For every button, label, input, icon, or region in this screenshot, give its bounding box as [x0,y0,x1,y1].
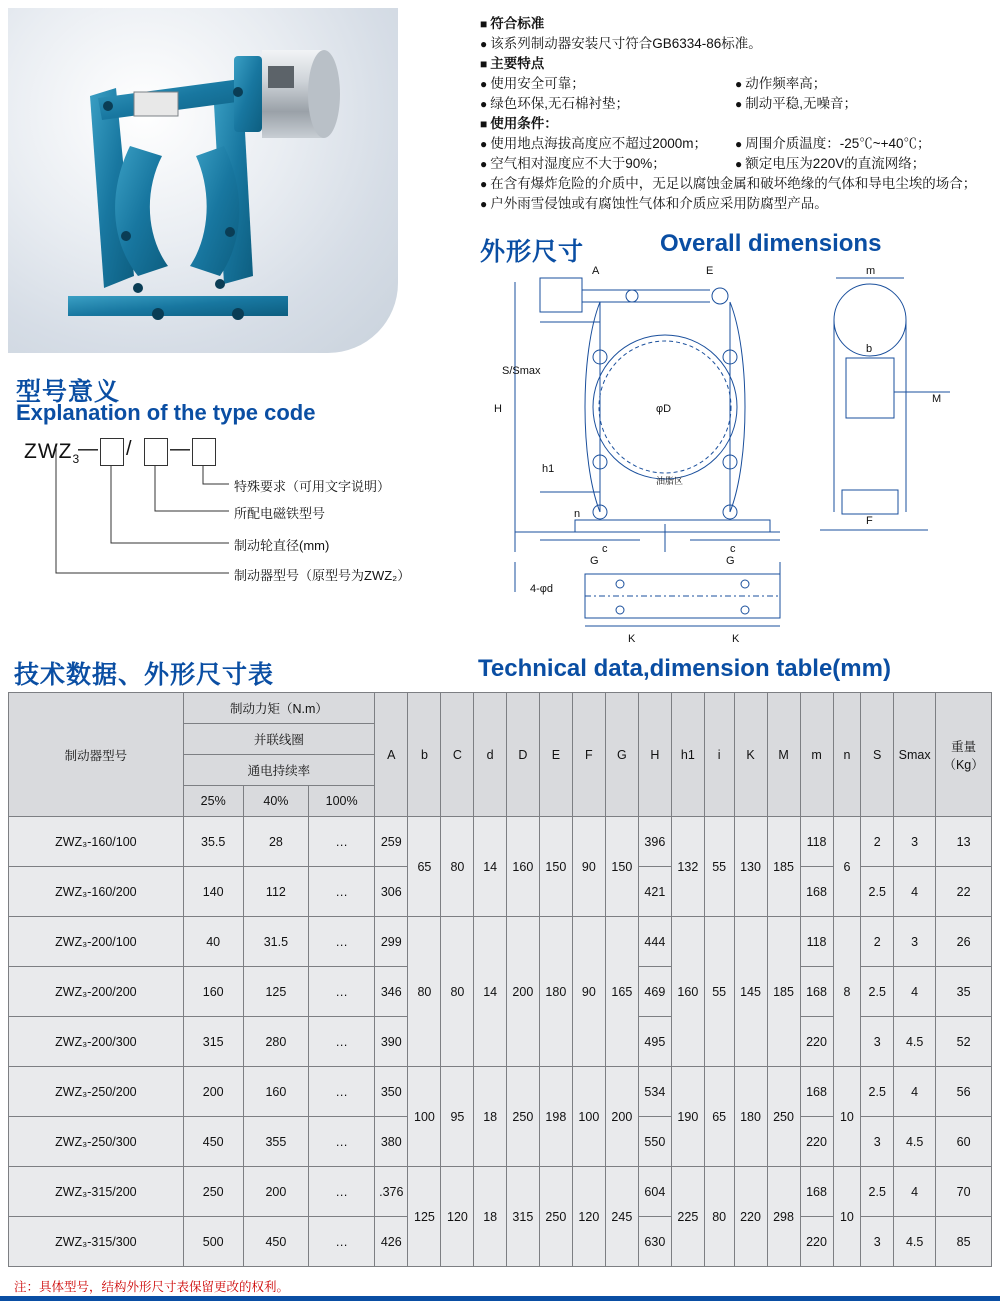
cell-D: 160 [506,817,539,917]
cell-S: 2.5 [861,1067,894,1117]
cell-n: 6 [833,817,861,917]
table-row [9,1167,992,1217]
cell-t100: … [309,1217,375,1267]
cell-t100: … [309,817,375,867]
cell-S: 2 [861,817,894,867]
cell-F: 90 [572,917,605,1067]
svg-text:h1: h1 [542,463,555,475]
cell-b: 65 [408,817,441,917]
cell-Smax: 4 [894,1067,936,1117]
cell-model: ZWZ₃-200/300 [9,1017,184,1067]
cell-t25: 160 [183,967,243,1017]
cell-A: 390 [375,1017,408,1067]
th-n: n [833,693,861,817]
typecode-title-en: Explanation of the type code [16,400,316,425]
table-title: 技术数据、外形尺寸表 [14,661,275,689]
th-weight-label: 重量 [951,739,977,754]
condition-note-2: ● 户外雨雪侵蚀或有腐蚀性气体和介质应采用防腐型产品。 [480,194,990,214]
cell-t100: … [309,917,375,967]
cell-model: ZWZ₃-200/200 [9,967,184,1017]
cell-weight: 60 [936,1117,992,1167]
th-E: E [539,693,572,817]
cell-C: 80 [441,817,474,917]
cell-A: 346 [375,967,408,1017]
cell-model: ZWZ₃-315/300 [9,1217,184,1267]
th-duty-40: 40% [243,786,308,817]
cell-H: 421 [638,867,671,917]
th-b: b [408,693,441,817]
th-duty-100: 100% [309,786,375,817]
th-F: F [572,693,605,817]
th-h1: h1 [671,693,704,817]
cell-h1: 225 [671,1167,704,1267]
cell-E: 180 [539,917,572,1067]
cell-t100: … [309,867,375,917]
cell-H: 495 [638,1017,671,1067]
svg-text:c: c [730,543,736,555]
svg-text:F: F [866,515,873,527]
cell-t40: 31.5 [243,917,308,967]
svg-text:c: c [602,543,608,555]
cell-m: 220 [800,1017,833,1067]
th-D: D [506,693,539,817]
feature-2: ● 动作频率高； [735,74,990,94]
cell-t40: 200 [243,1167,308,1217]
table-note: 注：具体型号，结构外形尺寸表保留更改的权利。 [14,1280,290,1294]
cell-Smax: 4 [894,967,936,1017]
cell-weight: 56 [936,1067,992,1117]
cell-weight: 26 [936,917,992,967]
features-heading: ■ 主要特点 [480,54,990,74]
cell-t40: 28 [243,817,308,867]
th-S: S [861,693,894,817]
cell-t25: 200 [183,1067,243,1117]
th-K: K [734,693,767,817]
standard-heading: ■ 符合标准 [480,14,990,34]
cell-i: 80 [704,1167,734,1267]
cell-n: 10 [833,1067,861,1167]
cell-t40: 125 [243,967,308,1017]
condition-4: ● 额定电压为220V的直流网络； [735,154,990,174]
cell-t25: 40 [183,917,243,967]
cell-H: 469 [638,967,671,1017]
cell-d: 14 [474,917,506,1067]
typecode-prefix: $ZWZ_3$ [24,440,81,467]
condition-2: ● 周围介质温度：-25℃~+40℃； [735,134,990,154]
typecode-label-4: 制动器型号（原型号为ZWZ₂） [234,568,411,583]
condition-note-1: ● 在含有爆炸危险的介质中，无足以腐蚀金属和破坏绝缘的气体和导电尘埃的场合； [480,174,990,194]
dimension-drawing [480,262,990,652]
cell-K: 180 [734,1067,767,1167]
cell-h1: 132 [671,817,704,917]
cell-weight: 35 [936,967,992,1017]
cell-i: 55 [704,817,734,917]
svg-text:S/Smax: S/Smax [502,365,541,377]
cell-weight: 52 [936,1017,992,1067]
cell-H: 630 [638,1217,671,1267]
svg-text:m: m [866,265,876,277]
cell-t25: 315 [183,1017,243,1067]
cell-M: 185 [767,917,800,1067]
condition-3: ● 空气相对湿度应不大于90%； [480,154,735,174]
feature-4: ● 制动平稳,无噪音； [735,94,990,114]
cell-t100: … [309,967,375,1017]
th-Smax: Smax [894,693,936,817]
cell-m: 220 [800,1217,833,1267]
cell-G: 150 [605,817,638,917]
cell-t40: 355 [243,1117,308,1167]
cell-Smax: 4.5 [894,1017,936,1067]
table-row [9,917,992,967]
cell-C: 120 [441,1167,474,1267]
cell-t100: … [309,1167,375,1217]
th-d: d [474,693,506,817]
th-m: m [800,693,833,817]
cell-Smax: 3 [894,917,936,967]
cell-M: 185 [767,817,800,917]
svg-text:K: K [732,633,740,645]
th-model: 制动器型号 [9,693,184,817]
table-title-en: Technical data,dimension table(mm) [478,655,891,682]
standard-text: ● 该系列制动器安装尺寸符合GB6334-86标准。 [480,34,990,54]
th-torque: 制动力矩（N.m） [183,693,374,724]
cell-G: 165 [605,917,638,1067]
cell-Smax: 4.5 [894,1217,936,1267]
svg-text:H: H [494,403,502,415]
cell-H: 534 [638,1067,671,1117]
cell-D: 200 [506,917,539,1067]
condition-1: ● 使用地点海拔高度应不超过2000m； [480,134,735,154]
technical-data-table [8,692,992,1267]
svg-text:M: M [932,393,942,405]
cell-h1: 160 [671,917,704,1067]
cell-Smax: 3 [894,817,936,867]
cell-S: 2.5 [861,967,894,1017]
cell-S: 2.5 [861,1167,894,1217]
cell-A: 426 [375,1217,408,1267]
cell-S: 3 [861,1217,894,1267]
cell-t40: 450 [243,1217,308,1267]
cell-m: 168 [800,867,833,917]
cell-m: 168 [800,1067,833,1117]
cell-b: 80 [408,917,441,1067]
cell-model: ZWZ₃-160/100 [9,817,184,867]
cell-weight: 22 [936,867,992,917]
cell-n: 10 [833,1167,861,1267]
cell-t100: … [309,1067,375,1117]
cell-G: 245 [605,1167,638,1267]
cell-model: ZWZ₃-315/200 [9,1167,184,1217]
cell-d: 14 [474,817,506,917]
cell-H: 444 [638,917,671,967]
cell-A: 299 [375,917,408,967]
cell-t100: … [309,1117,375,1167]
brake-illustration [38,26,368,336]
cell-t25: 35.5 [183,817,243,867]
th-coil: 并联线圈 [183,724,374,755]
cell-b: 125 [408,1167,441,1267]
cell-H: 604 [638,1167,671,1217]
cell-h1: 190 [671,1067,704,1167]
cell-d: 18 [474,1067,506,1167]
cell-A: 259 [375,817,408,867]
typecode-dash-2: — [170,438,190,460]
cell-t40: 280 [243,1017,308,1067]
product-photo [8,8,398,353]
typecode-label-3: 制动轮直径(mm) [234,538,330,553]
cell-m: 118 [800,917,833,967]
svg-text:G: G [590,555,599,567]
typecode-label-2: 所配电磁铁型号 [234,506,326,521]
typecode-slash: / [126,438,132,460]
svg-text:E: E [706,265,714,277]
cell-m: 168 [800,967,833,1017]
th-C: C [441,693,474,817]
cell-i: 65 [704,1067,734,1167]
svg-text:K: K [628,633,636,645]
cell-A: 380 [375,1117,408,1167]
cell-m: 118 [800,817,833,867]
svg-text:油脂区: 油脂区 [656,476,684,486]
cell-weight: 13 [936,817,992,867]
cell-Smax: 4 [894,1167,936,1217]
cell-t25: 450 [183,1117,243,1167]
cell-m: 168 [800,1167,833,1217]
cell-S: 3 [861,1117,894,1167]
th-H: H [638,693,671,817]
th-G: G [605,693,638,817]
cell-M: 250 [767,1067,800,1167]
cell-A: 350 [375,1067,408,1117]
th-duty-25: 25% [183,786,243,817]
cell-K: 220 [734,1167,767,1267]
svg-text:G: G [726,555,735,567]
th-duty: 通电持续率 [183,755,374,786]
cell-model: ZWZ₃-250/200 [9,1067,184,1117]
cell-model: ZWZ₃-200/100 [9,917,184,967]
cell-n: 8 [833,917,861,1067]
cell-weight: 70 [936,1167,992,1217]
cell-Smax: 4.5 [894,1117,936,1167]
cell-D: 250 [506,1067,539,1167]
cell-S: 2.5 [861,867,894,917]
table-row [9,1067,992,1117]
cell-S: 3 [861,1017,894,1067]
table-row [9,817,992,867]
footer-bar [0,1296,1000,1301]
cell-t25: 500 [183,1217,243,1267]
cell-E: 150 [539,817,572,917]
cell-weight: 85 [936,1217,992,1267]
dimensions-title: 外形尺寸 [480,238,585,266]
cell-S: 2 [861,917,894,967]
cell-H: 396 [638,817,671,867]
cell-model: ZWZ₃-160/200 [9,867,184,917]
cell-C: 80 [441,917,474,1067]
cell-E: 250 [539,1167,572,1267]
cell-A: .376 [375,1167,408,1217]
cell-D: 315 [506,1167,539,1267]
cell-H: 550 [638,1117,671,1167]
typecode-prefix-sub: 3 [72,452,81,467]
cell-A: 306 [375,867,408,917]
th-i: i [704,693,734,817]
cell-d: 18 [474,1167,506,1267]
th-weight [936,693,992,817]
cell-model: ZWZ₃-250/300 [9,1117,184,1167]
cell-t40: 112 [243,867,308,917]
cell-K: 145 [734,917,767,1067]
cell-F: 120 [572,1167,605,1267]
cell-C: 95 [441,1067,474,1167]
th-weight-unit: （Kg） [943,757,984,772]
cell-t40: 160 [243,1067,308,1117]
cell-b: 100 [408,1067,441,1167]
feature-1: ● 使用安全可靠； [480,74,735,94]
cell-M: 298 [767,1167,800,1267]
cell-t100: … [309,1017,375,1067]
svg-text:A: A [592,265,600,277]
typecode-title: 型号意义 [16,378,121,406]
conditions-heading: ■ 使用条件： [480,114,990,134]
cell-m: 220 [800,1117,833,1167]
typecode-dash-1: — [78,438,98,460]
cell-G: 200 [605,1067,638,1167]
typecode-diagram [16,432,466,637]
th-M: M [767,693,800,817]
specifications-block [480,14,990,214]
cell-E: 198 [539,1067,572,1167]
cell-K: 130 [734,817,767,917]
typecode-label-1: 特殊要求（可用文字说明） [234,479,391,494]
dimensions-title-en: Overall dimensions [660,230,882,257]
svg-text:4-φd: 4-φd [530,583,554,595]
cell-t25: 140 [183,867,243,917]
th-A: A [375,693,408,817]
svg-text:n: n [574,508,581,520]
cell-i: 55 [704,917,734,1067]
svg-text:b: b [866,343,873,355]
cell-Smax: 4 [894,867,936,917]
cell-t25: 250 [183,1167,243,1217]
feature-3: ● 绿色环保,无石棉衬垫； [480,94,735,114]
cell-F: 100 [572,1067,605,1167]
cell-F: 90 [572,817,605,917]
svg-text:φD: φD [656,403,672,415]
